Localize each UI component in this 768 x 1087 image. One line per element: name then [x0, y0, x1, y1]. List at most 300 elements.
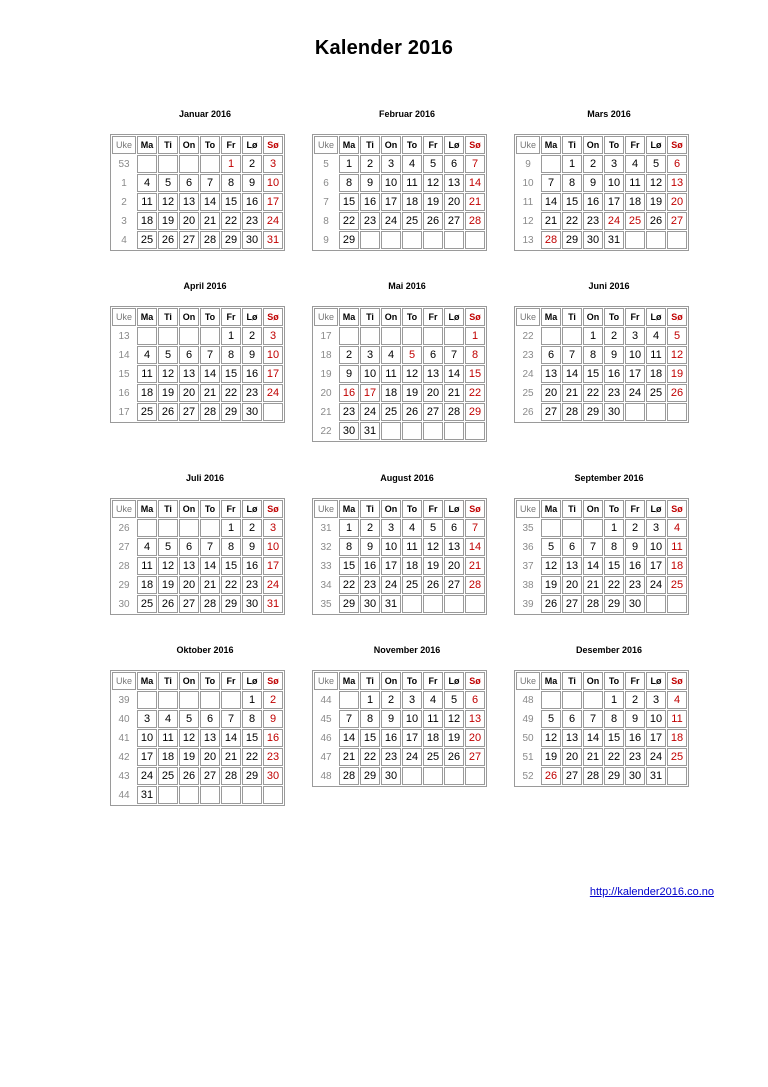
day-cell: 12	[423, 538, 443, 556]
weekday-header: Sø	[263, 308, 283, 326]
day-cell: 9	[360, 174, 380, 192]
week-number: 3	[121, 215, 127, 227]
day-cell: 5	[402, 346, 422, 364]
week-row	[112, 557, 283, 575]
day-cell: 14	[465, 174, 485, 192]
empty-day-cell	[221, 691, 241, 709]
weekday-header: Sø	[667, 136, 687, 154]
day-cell: 11	[402, 174, 422, 192]
week-row	[314, 384, 485, 402]
week-number: 14	[118, 349, 130, 361]
day-cell: 7	[339, 710, 359, 728]
day-cell: 15	[360, 729, 380, 747]
day-cell: 27	[444, 212, 464, 230]
day-cell: 18	[381, 384, 401, 402]
day-cell: 9	[381, 710, 401, 728]
day-cell: 9	[625, 710, 645, 728]
header-row	[112, 500, 283, 518]
day-cell: 12	[402, 365, 422, 383]
week-number: 13	[522, 234, 534, 246]
day-cell: 11	[381, 365, 401, 383]
week-number: 24	[522, 368, 534, 380]
month-block	[110, 644, 300, 806]
week-row	[112, 729, 283, 747]
month-table	[312, 498, 487, 615]
day-cell: 19	[444, 729, 464, 747]
day-cell: 13	[423, 365, 443, 383]
day-cell: 2	[339, 346, 359, 364]
week-row	[112, 710, 283, 728]
day-cell: 29	[221, 403, 241, 421]
weekday-header: Lø	[242, 308, 262, 326]
weekday-header: Sø	[263, 500, 283, 518]
empty-day-cell	[179, 786, 199, 804]
day-cell: 17	[646, 729, 666, 747]
week-row	[516, 384, 687, 402]
day-cell: 20	[541, 384, 561, 402]
day-cell: 24	[263, 384, 283, 402]
week-number: 41	[118, 732, 130, 744]
day-cell: 6	[541, 346, 561, 364]
empty-day-cell	[465, 595, 485, 613]
day-cell: 13	[179, 193, 199, 211]
week-row	[314, 231, 485, 249]
day-cell: 26	[541, 767, 561, 785]
day-cell: 16	[242, 365, 262, 383]
day-cell: 15	[583, 365, 603, 383]
day-cell: 23	[360, 576, 380, 594]
day-cell: 31	[263, 231, 283, 249]
weekday-header: Sø	[263, 672, 283, 690]
empty-day-cell	[158, 691, 178, 709]
website-link[interactable]: http://kalender2016.co.no	[589, 886, 714, 898]
header-row	[314, 136, 485, 154]
day-cell: 19	[402, 384, 422, 402]
empty-day-cell	[381, 327, 401, 345]
week-row	[112, 786, 283, 804]
week-number: 8	[323, 215, 329, 227]
day-cell: 17	[402, 729, 422, 747]
day-cell: 4	[137, 346, 157, 364]
weekday-header: Fr	[221, 672, 241, 690]
day-cell: 22	[221, 384, 241, 402]
header-row	[516, 500, 687, 518]
month-table	[110, 134, 285, 251]
day-cell: 8	[360, 710, 380, 728]
header-row	[314, 308, 485, 326]
day-cell: 2	[583, 155, 603, 173]
day-cell: 15	[339, 193, 359, 211]
weekday-header: Fr	[221, 136, 241, 154]
week-row	[112, 403, 283, 421]
week-number: 36	[522, 541, 534, 553]
month-title: September 2016	[574, 473, 644, 483]
week-number: 18	[320, 349, 332, 361]
week-row	[112, 346, 283, 364]
weekday-header: To	[604, 672, 624, 690]
day-cell: 16	[242, 193, 262, 211]
day-cell: 22	[465, 384, 485, 402]
empty-day-cell	[339, 691, 359, 709]
day-cell: 21	[562, 384, 582, 402]
weekday-header: Sø	[667, 500, 687, 518]
empty-day-cell	[625, 403, 645, 421]
day-cell: 20	[179, 384, 199, 402]
empty-day-cell	[137, 155, 157, 173]
day-cell: 12	[646, 174, 666, 192]
empty-day-cell	[646, 403, 666, 421]
day-cell: 23	[625, 748, 645, 766]
day-cell: 25	[667, 576, 687, 594]
weekday-header: On	[583, 500, 603, 518]
day-cell: 25	[667, 748, 687, 766]
weekday-header: On	[583, 672, 603, 690]
day-cell: 14	[583, 557, 603, 575]
day-cell: 30	[242, 595, 262, 613]
day-cell: 29	[221, 231, 241, 249]
day-cell: 27	[465, 748, 485, 766]
day-cell: 21	[200, 212, 220, 230]
day-cell: 24	[381, 212, 401, 230]
weekday-header: Fr	[423, 500, 443, 518]
empty-day-cell	[221, 786, 241, 804]
month-title: November 2016	[373, 645, 441, 655]
day-cell: 29	[221, 595, 241, 613]
day-cell: 16	[583, 193, 603, 211]
day-cell: 15	[465, 365, 485, 383]
day-cell: 30	[242, 231, 262, 249]
day-cell: 9	[242, 538, 262, 556]
day-cell: 28	[444, 403, 464, 421]
week-number: 38	[522, 579, 534, 591]
day-cell: 6	[179, 538, 199, 556]
day-cell: 22	[339, 576, 359, 594]
day-cell: 21	[221, 748, 241, 766]
day-cell: 23	[242, 384, 262, 402]
week-number: 33	[320, 560, 332, 572]
weekday-header: Ma	[541, 308, 561, 326]
day-cell: 5	[158, 538, 178, 556]
day-cell: 6	[200, 710, 220, 728]
day-cell: 19	[158, 576, 178, 594]
day-cell: 17	[381, 193, 401, 211]
day-cell: 4	[137, 538, 157, 556]
week-number: 12	[522, 215, 534, 227]
day-cell: 10	[646, 710, 666, 728]
weekday-header: Sø	[465, 136, 485, 154]
day-cell: 20	[179, 212, 199, 230]
month-block	[110, 280, 300, 423]
week-row	[516, 748, 687, 766]
month-block	[110, 108, 300, 251]
month-table	[312, 134, 487, 251]
day-cell: 27	[541, 403, 561, 421]
week-row	[516, 538, 687, 556]
day-cell: 28	[465, 212, 485, 230]
day-cell: 31	[137, 786, 157, 804]
day-cell: 7	[562, 346, 582, 364]
empty-day-cell	[444, 422, 464, 440]
empty-day-cell	[667, 231, 687, 249]
week-row	[112, 384, 283, 402]
month-title: Juli 2016	[185, 473, 225, 483]
day-cell: 9	[360, 538, 380, 556]
empty-day-cell	[339, 327, 359, 345]
weekday-header: Fr	[625, 500, 645, 518]
day-cell: 19	[158, 212, 178, 230]
weekday-header: On	[381, 500, 401, 518]
day-cell: 25	[646, 384, 666, 402]
day-cell: 17	[604, 193, 624, 211]
day-cell: 17	[625, 365, 645, 383]
day-cell: 9	[625, 538, 645, 556]
day-cell: 28	[583, 767, 603, 785]
week-number: 26	[118, 522, 130, 534]
day-cell: 6	[562, 710, 582, 728]
day-cell: 22	[242, 748, 262, 766]
week-number: 30	[118, 598, 130, 610]
day-cell: 22	[221, 576, 241, 594]
page-title: Kalender 2016	[314, 37, 454, 59]
month-title: April 2016	[183, 281, 227, 291]
week-row	[516, 155, 687, 173]
day-cell: 11	[137, 193, 157, 211]
weekday-header: Sø	[465, 672, 485, 690]
empty-day-cell	[646, 595, 666, 613]
empty-day-cell	[667, 403, 687, 421]
day-cell: 11	[667, 710, 687, 728]
week-row	[314, 748, 485, 766]
week-number: 22	[522, 330, 534, 342]
day-cell: 25	[423, 748, 443, 766]
day-cell: 20	[562, 576, 582, 594]
day-cell: 20	[444, 557, 464, 575]
day-cell: 3	[625, 327, 645, 345]
day-cell: 25	[402, 212, 422, 230]
empty-day-cell	[583, 519, 603, 537]
weekday-header: Ti	[360, 136, 380, 154]
weekday-header: On	[583, 136, 603, 154]
day-cell: 8	[221, 174, 241, 192]
weekday-header: To	[402, 308, 422, 326]
week-number: 50	[522, 732, 534, 744]
day-cell: 1	[604, 519, 624, 537]
week-row	[112, 691, 283, 709]
day-cell: 18	[402, 557, 422, 575]
day-cell: 22	[583, 384, 603, 402]
day-cell: 28	[200, 403, 220, 421]
day-cell: 10	[360, 365, 380, 383]
week-row	[112, 193, 283, 211]
day-cell: 9	[242, 346, 262, 364]
weekday-header: To	[402, 500, 422, 518]
day-cell: 3	[604, 155, 624, 173]
day-cell: 19	[667, 365, 687, 383]
week-row	[112, 576, 283, 594]
day-cell: 4	[137, 174, 157, 192]
weekday-header: On	[583, 308, 603, 326]
month-block	[312, 644, 502, 787]
empty-day-cell	[646, 231, 666, 249]
day-cell: 31	[263, 595, 283, 613]
day-cell: 26	[423, 576, 443, 594]
week-row	[314, 403, 485, 421]
weekday-header: Ti	[562, 136, 582, 154]
week-row	[516, 174, 687, 192]
week-number: 15	[118, 368, 130, 380]
weekday-header: Lø	[646, 308, 666, 326]
day-cell: 22	[221, 212, 241, 230]
week-row	[112, 767, 283, 785]
month-block	[514, 108, 704, 251]
day-cell: 14	[200, 365, 220, 383]
week-number: 9	[525, 158, 531, 170]
week-number: 46	[320, 732, 332, 744]
header-row	[112, 672, 283, 690]
day-cell: 10	[137, 729, 157, 747]
day-cell: 11	[402, 538, 422, 556]
day-cell: 10	[263, 346, 283, 364]
day-cell: 15	[604, 729, 624, 747]
day-cell: 2	[625, 691, 645, 709]
day-cell: 5	[158, 346, 178, 364]
weekday-header: To	[200, 672, 220, 690]
month-table	[110, 670, 285, 806]
day-cell: 25	[402, 576, 422, 594]
weekday-header: Lø	[242, 136, 262, 154]
week-number: 9	[323, 234, 329, 246]
day-cell: 3	[360, 346, 380, 364]
day-cell: 26	[541, 595, 561, 613]
day-cell: 17	[263, 557, 283, 575]
day-cell: 5	[423, 519, 443, 537]
weekday-header: Lø	[242, 672, 262, 690]
day-cell: 26	[646, 212, 666, 230]
empty-day-cell	[381, 231, 401, 249]
day-cell: 24	[646, 576, 666, 594]
day-cell: 5	[541, 538, 561, 556]
day-cell: 15	[221, 365, 241, 383]
day-cell: 19	[541, 748, 561, 766]
day-cell: 14	[583, 729, 603, 747]
day-cell: 11	[423, 710, 443, 728]
day-cell: 26	[402, 403, 422, 421]
week-row	[112, 231, 283, 249]
day-cell: 25	[381, 403, 401, 421]
day-cell: 10	[263, 538, 283, 556]
week-row	[516, 710, 687, 728]
empty-day-cell	[541, 691, 561, 709]
week-row	[112, 155, 283, 173]
header-row	[314, 672, 485, 690]
empty-day-cell	[667, 767, 687, 785]
empty-day-cell	[402, 767, 422, 785]
month-title: August 2016	[380, 473, 434, 483]
day-cell: 3	[263, 155, 283, 173]
weekday-header: To	[402, 672, 422, 690]
day-cell: 10	[625, 346, 645, 364]
empty-day-cell	[423, 422, 443, 440]
day-cell: 7	[465, 155, 485, 173]
week-header: Uke	[516, 672, 540, 690]
day-cell: 6	[444, 519, 464, 537]
weekday-header: On	[179, 672, 199, 690]
empty-day-cell	[444, 231, 464, 249]
day-cell: 24	[625, 384, 645, 402]
week-number: 43	[118, 770, 130, 782]
day-cell: 6	[423, 346, 443, 364]
day-cell: 6	[465, 691, 485, 709]
day-cell: 9	[263, 710, 283, 728]
week-number: 20	[320, 387, 332, 399]
day-cell: 12	[423, 174, 443, 192]
empty-day-cell	[179, 327, 199, 345]
empty-day-cell	[444, 595, 464, 613]
day-cell: 27	[667, 212, 687, 230]
weekday-header: To	[604, 500, 624, 518]
day-cell: 8	[604, 538, 624, 556]
day-cell: 20	[200, 748, 220, 766]
empty-day-cell	[158, 155, 178, 173]
day-cell: 27	[562, 767, 582, 785]
day-cell: 14	[562, 365, 582, 383]
day-cell: 22	[339, 212, 359, 230]
week-number: 47	[320, 751, 332, 763]
day-cell: 27	[562, 595, 582, 613]
day-cell: 18	[137, 576, 157, 594]
weekday-header: Ma	[137, 672, 157, 690]
month-table	[514, 306, 689, 423]
week-row	[314, 212, 485, 230]
day-cell: 31	[604, 231, 624, 249]
day-cell: 26	[423, 212, 443, 230]
day-cell: 28	[339, 767, 359, 785]
week-number: 51	[522, 751, 534, 763]
day-cell: 12	[158, 557, 178, 575]
day-cell: 28	[200, 595, 220, 613]
weekday-header: Ti	[360, 308, 380, 326]
weekday-header: Ti	[158, 136, 178, 154]
week-row	[314, 346, 485, 364]
weekday-header: On	[381, 308, 401, 326]
week-row	[314, 365, 485, 383]
week-number: 4	[121, 234, 127, 246]
day-cell: 7	[200, 346, 220, 364]
week-row	[516, 557, 687, 575]
week-row	[516, 327, 687, 345]
weekday-header: Lø	[646, 136, 666, 154]
empty-day-cell	[179, 155, 199, 173]
week-number: 11	[522, 196, 534, 208]
weekday-header: Sø	[667, 308, 687, 326]
day-cell: 3	[381, 519, 401, 537]
day-cell: 21	[465, 193, 485, 211]
week-number: 29	[118, 579, 130, 591]
day-cell: 23	[360, 212, 380, 230]
weekday-header: Ti	[158, 500, 178, 518]
day-cell: 1	[221, 155, 241, 173]
day-cell: 1	[360, 691, 380, 709]
empty-day-cell	[583, 691, 603, 709]
weekday-header: Lø	[444, 500, 464, 518]
day-cell: 16	[360, 557, 380, 575]
empty-day-cell	[381, 422, 401, 440]
week-number: 19	[320, 368, 332, 380]
week-number: 27	[118, 541, 130, 553]
day-cell: 30	[360, 595, 380, 613]
day-cell: 8	[604, 710, 624, 728]
week-row	[314, 691, 485, 709]
